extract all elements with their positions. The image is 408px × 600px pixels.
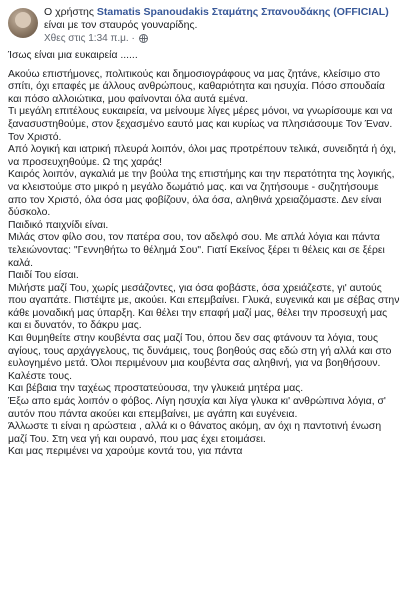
post-timestamp[interactable]: Χθες στις 1:34 π.μ. <box>44 33 129 44</box>
post-paragraph: Μιλήστε μαζί Του, χωρίς μεσάζοντες, για όσα φοβάστε, όσα χρειάζεστε, γι' αυτούς που αγαπάτε. Πιστέψτε με, ακούει. Και επεμβαίνει. Γλυκά, ευγενικά και με σέβας στην κάθε μοναδική μας ύπαρξη. Και θέλει την επαφή μαζί μας, θέλει την προσευχή μας και ει δυνατόν, το δάκρυ μας. <box>8 282 400 332</box>
post-meta: Χθες στις 1:34 π.μ. · <box>44 33 400 44</box>
post-paragraph: Και θυμηθείτε στην κουβέντα σας μαζί Του, όπου δεν σας φτάνουν τα λόγια, τους αγίους, τους αρχάγγελους, τις δυνάμεις, τους βοηθούς σας εδώ στη γή αλλά και στο ευλογημένο μετά. Όλοι περιμένουν μια κουβέντα σας αληθινή, για να βοηθήσουν. Καλέστε τους. <box>8 333 392 382</box>
post-paragraph: Από λογική και ιατρική πλευρά λοιπόν, όλοι μας προτρέπουν τελικά, συνειδητά ή όχι, να προσευχηθούμε. Ω της χαράς! <box>8 144 397 168</box>
post-paragraph: Ίσως είναι μια ευκαιρεία ...... <box>8 50 138 61</box>
post-header <box>8 6 400 50</box>
post-paragraph: Έξω απο εμάς λοιπόν ο φόβος. Λίγη ησυχία και λίγα γλυκα κι' ανθρώπινα λόγια, σ' αυτόν που πάντα ακούει και επεμβαίνει, με αγάπη και ευγένεια. <box>8 396 386 420</box>
header-rest-text: είναι με τον σταυρός γουναρίδης. <box>44 19 198 31</box>
post-paragraph: Μιλάς στον φίλο σου, τον πατέρα σου, τον αδελφό σου. Με απλά λόγια και πάντα τελειώνοντας: "Γεννηθήτω το θέλημά Σου". Γιατί Εκείνος ξέρει τι θέλεις και σε ξέρει καλά. <box>8 232 385 269</box>
globe-icon[interactable] <box>139 34 148 43</box>
author-avatar[interactable] <box>8 8 38 38</box>
post-paragraph: Άλλωστε τι είναι η αρώστεια , αλλά κι ο θάνατος ακόμη, αν όχι η παντοτινή ένωση μαζί Του. Στη νεα γή και ουρανό, που μας έχει ετοιμάσει. <box>8 421 382 445</box>
post-header-text <box>44 6 400 32</box>
post-body <box>8 50 400 459</box>
post-paragraph: Παιδί Του είσαι. <box>8 270 79 282</box>
author-name-link[interactable]: Stamatis Spanoudakis Σταμάτης Σπανουδάκης (OFFICIAL) <box>96 6 389 18</box>
post-paragraph: Ακούω επιστήμονες, πολιτικούς και δημοσιογράφους να μας ζητάνε, κλείσιμο στο σπίτι, όχι επαφές με άλλους ανθρώπους, καθαριότητα και ησυχία. Πόσο σπουδαία και πόσο αλλοιώτικα, μου φαίνονται όλα αυτά εμένα. <box>8 68 385 105</box>
post-paragraph: Καιρός λοιπόν, αγκαλιά με την βούλα της επιστήμης και την περατότητα της λογικής, να κλειστούμε στο μικρό η μεγάλο δωμάτιό μας. και να ζητήσουμε - συζητήσουμε απο τον Χριστό, όλα όσα μας φοβίζουν, όλα όσα, αληθινά χρειαζόμαστε. Δεν είναι δύσκολο. <box>8 169 395 219</box>
post-paragraph: Τι μεγάλη επιτέλους ευκαιρεία, να μείνουμε λίγες μέρες μόνοι, να γνωρίσουμε και να ξανασυστηθούμε, στον ξεχασμένο εαυτό μας και κυρίως να πλησιάσουμε Τον Έναν. Τον Χριστό. <box>8 106 393 143</box>
post-paragraph: Παιδικό παιχνίδι είναι. <box>8 219 109 231</box>
post-paragraph: Και μας περιμένει να χαρούμε κοντά του, για πάντα <box>8 446 243 458</box>
header-prefix: Ο χρήστης <box>44 6 94 18</box>
post-paragraph: Και βέβαια την ταχέως προστατεύουσα, την γλυκειά μητέρα μας. <box>8 383 304 395</box>
